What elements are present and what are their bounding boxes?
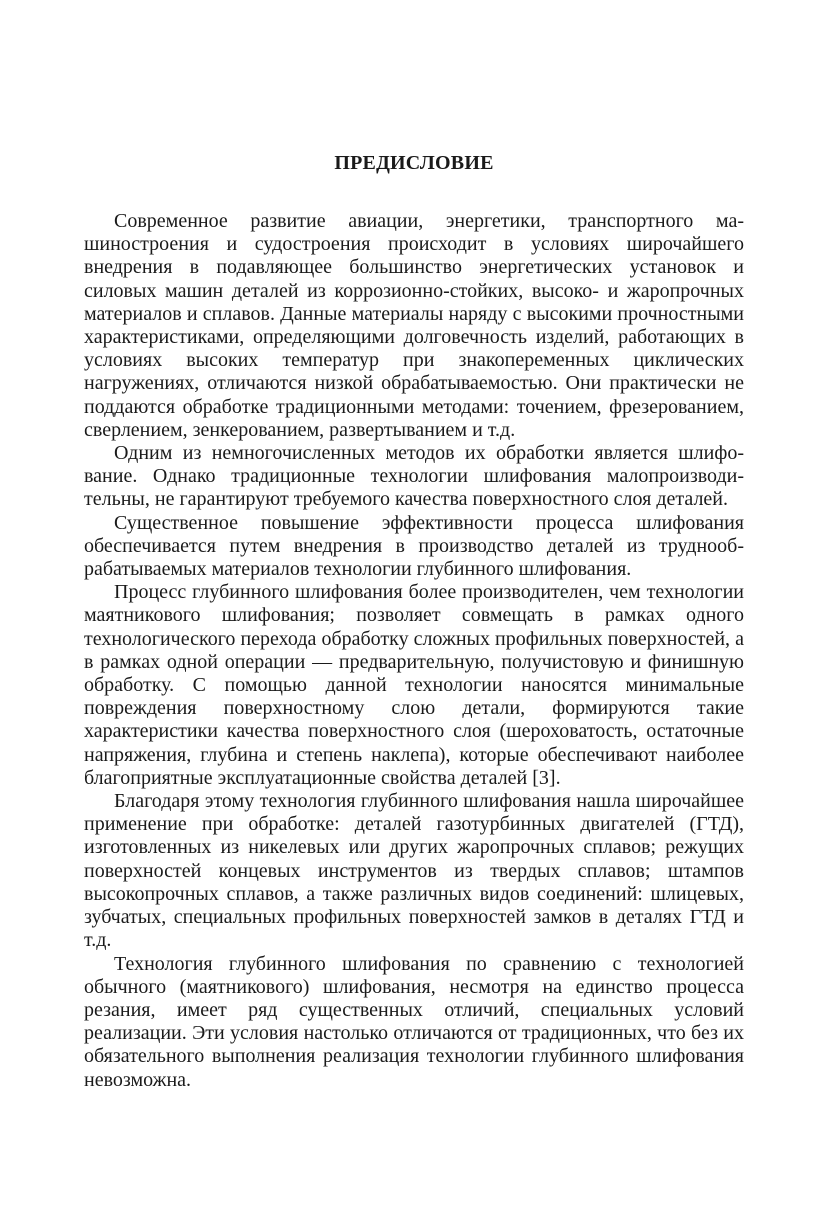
paragraph: Современное развитие авиации, энергетики, транспортного машиностроения и судостроения происходит в условиях широчайшего внедрения в подавляющее большинство энергетических установок и силовых машин деталей из коррозионно-стойких, высоко- и жаропрочных материалов и сплавов. Данные материалы наряду с высокими прочностными характеристиками, определяющими долговечность изделий, работающих в условиях высоких температур при знакопеременных циклических нагружениях, отличаются низкой обрабатываемостью. Они практически не поддаются обработке традиционными методами: точением, фрезерованием, сверлением, зенкерованием, развертыванием и т.д. bbox=[84, 210, 744, 441]
paragraph: Процесс глубинного шлифования более производителен, чем технологии маятникового шлифования; позволяет совмещать в рамках одного технологического перехода обработку сложных профильных поверхностей, а в рамках одной операции — предварительную, получистовую и финишную обработку. С помощью данной технологии наносятся минимальные повреждения поверхностному слою детали, формируются такие характеристики качества поверхностного слоя (шероховатость, остаточные напряжения, глубина и степень наклепа), которые обеспечивают наиболее благоприятные эксплуатационные свойства деталей [3]. bbox=[84, 581, 744, 789]
body-text bbox=[84, 210, 744, 1092]
paragraph: Существенное повышение эффективности процесса шлифования обеспечивается путем внедрения в производство деталей из труднообрабатываемых материалов технологии глубинного шлифования. bbox=[84, 511, 744, 581]
paragraph: Благодаря этому технология глубинного шлифования нашла широчайшее применение при обработке: деталей газотурбинных двигателей (ГТД), изготовленных из никелевых или других жаропрочных сплавов; режущих поверхностей концевых инструментов из твердых сплавов; штампов высокопрочных сплавов, а также различных видов соединений: шлицевых, зубчатых, специальных профильных поверхностей замков в деталях ГТД и т.д. bbox=[84, 790, 744, 952]
paragraph: Одним из немногочисленных методов их обработки является шлифование. Однако традиционные технологии шлифования малопроизводительны, не гарантируют требуемого качества поверхностного слоя деталей. bbox=[84, 442, 744, 511]
paragraph: Технология глубинного шлифования по сравнению с технологией обычного (маятникового) шлифования, несмотря на единство процесса резания, имеет ряд существенных отличий, специальных условий реализации. Эти условия настолько отличаются от традиционных, что без их обязательного выполнения реализация технологии глубинного шлифования невозможна. bbox=[84, 952, 744, 1091]
page-title: ПРЕДИСЛОВИЕ bbox=[334, 152, 494, 174]
